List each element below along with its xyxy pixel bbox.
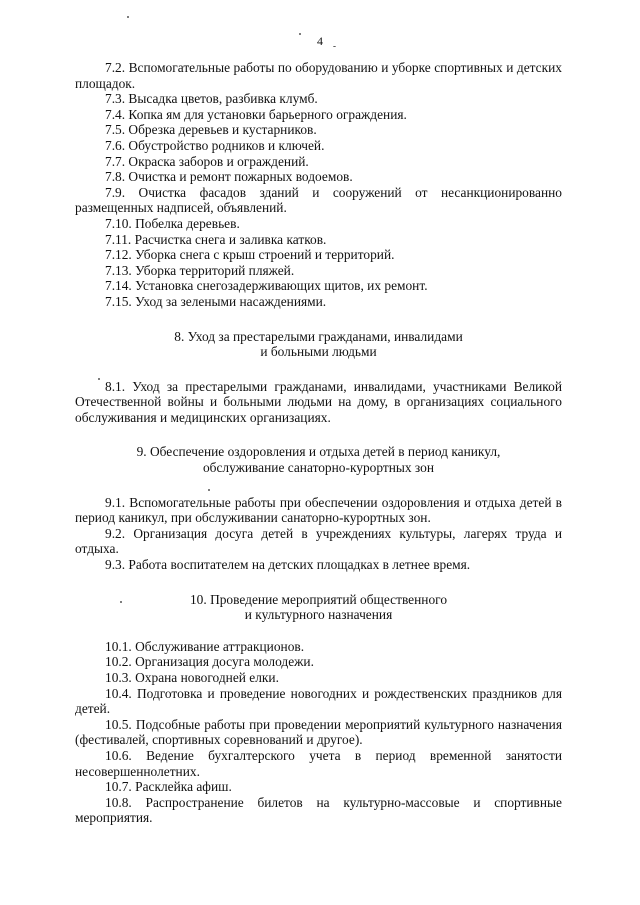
list-item: 7.12. Уборка снега с крыш строений и территорий. — [105, 247, 395, 263]
page-number: 4 — [317, 34, 323, 48]
list-item: 10.4. Подготовка и проведение новогодних и рождественских праздников для детей. — [75, 685, 562, 717]
list-item: 9.1. Вспомогательные работы при обеспечении оздоровления и отдыха детей в период каникул, при обслуживании санаторно-курортных зон. — [75, 494, 562, 526]
document-body — [75, 60, 562, 826]
list-item: 10.3. Охрана новогодней елки. — [105, 670, 279, 685]
list-item: 7.14. Установка снегозадерживающих щитов, их ремонт. — [105, 278, 428, 294]
list-item: 10.7. Расклейка афиш. — [105, 779, 232, 795]
list-item: 7.15. Уход за зелеными насаждениями. — [105, 293, 327, 309]
list-item: 10.6. Ведение бухгалтерского учета в период временной занятости несовершеннолетних. — [75, 747, 562, 779]
list-item: 10.1. Обслуживание аттракционов. — [105, 638, 305, 654]
scan-speck — [127, 16, 129, 18]
list-item: 9.3. Работа воспитателем на детских площадках в летнее время. — [105, 557, 471, 573]
list-item: 7.3. Высадка цветов, разбивка клумб. — [105, 91, 318, 107]
list-item: 7.2. Вспомогательные работы по оборудованию и уборке спортивных и детских площадок. — [75, 60, 562, 91]
list-item: 7.11. Расчистка снега и заливка катков. — [105, 231, 327, 247]
list-item: 9.2. Организация досуга детей в учреждениях культуры, лагерях труда и отдыха. — [75, 525, 562, 557]
list-item: 7.4. Копка ям для установки барьерного ограждения. — [105, 106, 407, 122]
list-item: 10.8. Распространение билетов на культурно-массовые и спортивные мероприятия. — [75, 794, 562, 826]
list-item: 7.13. Уборка территорий пляжей. — [105, 262, 295, 278]
list-item: 7.10. Побелка деревьев. — [105, 215, 240, 231]
section-heading: 10. Проведение мероприятий общественного — [189, 591, 448, 607]
list-item: 7.9. Очистка фасадов зданий и сооружений от несанкционированно размещенных надписей, объявлений. — [75, 184, 562, 216]
section-heading: 8. Уход за престарелыми гражданами, инвалидами — [174, 328, 463, 344]
list-item: 7.5. Обрезка деревьев и кустарников. — [105, 122, 317, 138]
list-item: 7.7. Окраска заборов и ограждений. — [105, 153, 309, 169]
list-item: 10.5. Подсобные работы при проведении мероприятий культурного назначения (фестивалей, спортивных соревнований и другое). — [75, 716, 562, 748]
list-item: 7.8. Очистка и ремонт пожарных водоемов. — [105, 169, 353, 185]
list-item: 8.1. Уход за престарелыми гражданами, инвалидами, участниками Великой Отечественной войны и больными людьми на дому, в организациях социального обслуживания и медицинских организациях. — [75, 378, 562, 425]
list-item: 7.6. Обустройство родников и ключей. — [105, 137, 325, 153]
section-heading: 9. Обеспечение оздоровления и отдыха детей в период каникул, — [136, 444, 501, 460]
section-heading: и больными людьми — [260, 344, 377, 360]
section-heading: и культурного назначения — [244, 607, 393, 623]
list-item: 10.2. Организация досуга молодежи. — [105, 654, 314, 670]
section-heading: обслуживание санаторно-курортных зон — [202, 460, 435, 476]
